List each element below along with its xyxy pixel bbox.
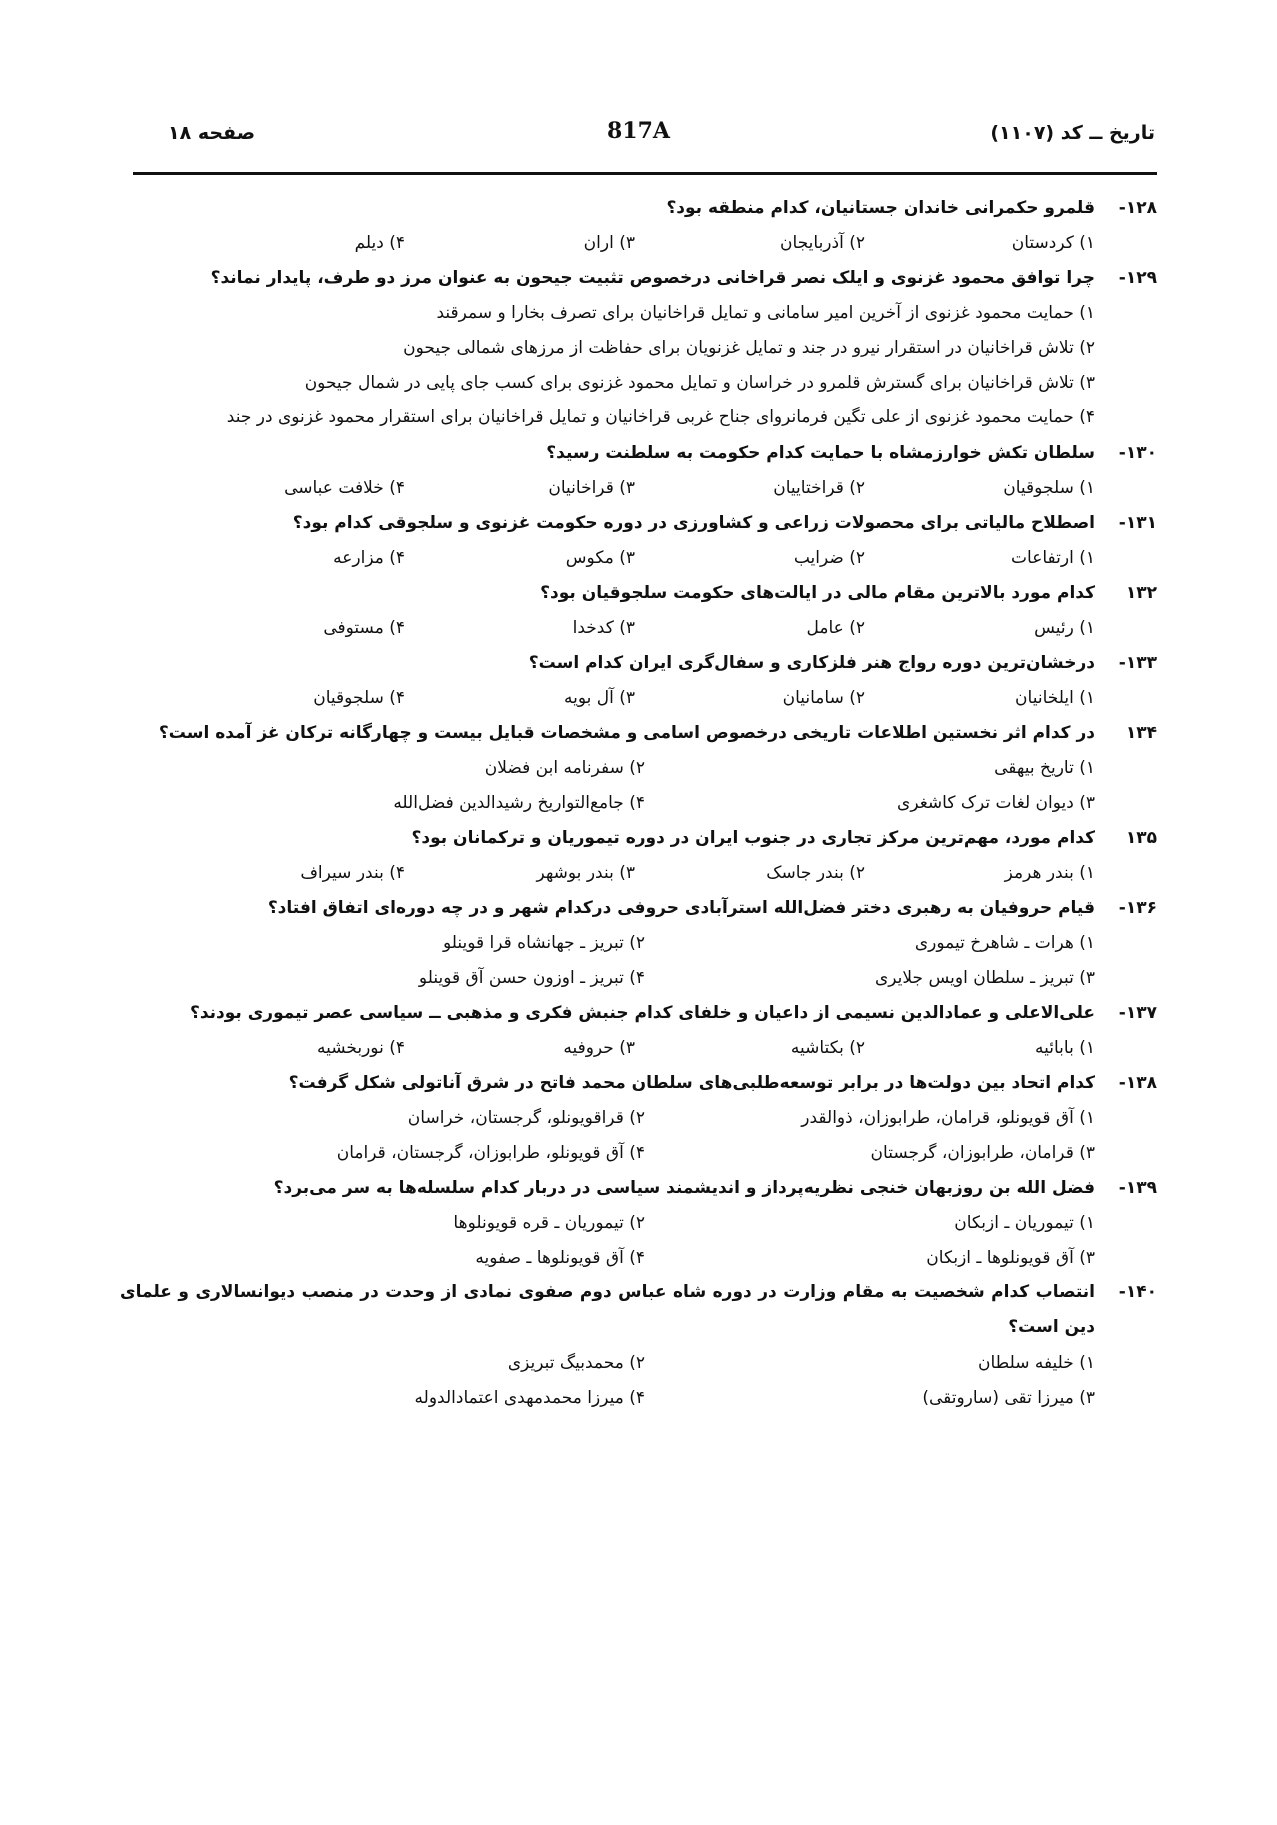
- question-number: ۱۳۲: [1125, 582, 1157, 603]
- answer-option[interactable]: ۳) کدخدا: [572, 617, 635, 638]
- question-stem: [120, 1170, 1157, 1205]
- question-block: [120, 505, 1157, 575]
- answer-option[interactable]: ۳) حروفیه: [563, 1037, 635, 1058]
- answer-option[interactable]: ۱) ارتفاعات: [1011, 547, 1095, 568]
- question-block: [120, 575, 1157, 645]
- question-number: ۱۳۰-: [1118, 442, 1157, 463]
- answer-option[interactable]: ۳) قراخانیان: [548, 477, 635, 498]
- answer-option[interactable]: ۴) مستوفی: [323, 617, 405, 638]
- question-text: انتصاب کدام شخصیت به مقام وزارت در دوره شاه عباس دوم صفوی نمادی از وحدت در منصب دیوانسالاری و علمای دین است؟: [120, 1282, 1095, 1337]
- options-row: [120, 540, 1157, 575]
- answer-option[interactable]: ۴) خلافت عباسی: [284, 477, 405, 498]
- question-text: در کدام اثر نخستین اطلاعات تاریخی درخصوص اسامی و مشخصات قبایل بیست و چهارگانه ترکان غز آمده است؟: [158, 722, 1095, 743]
- answer-option[interactable]: ۲) ضرایب: [793, 547, 865, 568]
- answer-option[interactable]: ۴) مزارعه: [333, 547, 405, 568]
- question-number: ۱۴۰-: [1118, 1282, 1157, 1302]
- question-stem: [120, 190, 1157, 225]
- answer-option[interactable]: ۳) مکوس: [565, 547, 635, 568]
- options-row: [120, 1240, 1157, 1275]
- question-block: [120, 995, 1157, 1065]
- question-stem: [120, 575, 1157, 610]
- question-stem: [120, 820, 1157, 855]
- answer-option[interactable]: ۱) خلیفه سلطان: [977, 1352, 1095, 1373]
- answer-option[interactable]: ۲) تبریز ـ جهانشاه قرا قوینلو: [442, 932, 645, 953]
- answer-option[interactable]: ۴) سلجوقیان: [313, 687, 405, 708]
- options-row: [120, 925, 1157, 960]
- options-row: [120, 750, 1157, 785]
- answer-option[interactable]: ۲) محمدبیگ تبریزی: [507, 1352, 645, 1373]
- question-list: [120, 190, 1157, 1415]
- answer-option[interactable]: ۱) بابائیه: [1035, 1037, 1095, 1058]
- answer-option[interactable]: ۴) جامع‌التواریخ رشیدالدین فضل‌الله: [393, 792, 645, 813]
- question-stem: [120, 1065, 1157, 1100]
- answer-option[interactable]: ۴) میرزا محمدمهدی اعتمادالدوله: [414, 1387, 645, 1408]
- options-row: [120, 855, 1157, 890]
- question-text: درخشان‌ترین دوره رواج هنر فلزکاری و سفال‌گری ایران کدام است؟: [528, 652, 1095, 673]
- question-number: ۱۲۹-: [1118, 267, 1157, 288]
- answer-option[interactable]: ۲) قراختاییان: [773, 477, 865, 498]
- options-row: [120, 1205, 1157, 1240]
- answer-option[interactable]: ۲) سامانیان: [782, 687, 865, 708]
- question-block: [120, 190, 1157, 260]
- question-number: ۱۳۳-: [1118, 652, 1157, 673]
- options-row: [120, 680, 1157, 715]
- options-row: [120, 610, 1157, 645]
- question-text: اصطلاح مالیاتی برای محصولات زراعی و کشاورزی در دوره حکومت غزنوی و سلجوقی کدام بود؟: [292, 512, 1095, 533]
- answer-option[interactable]: ۱) هرات ـ شاهرخ تیموری: [914, 932, 1095, 953]
- answer-option[interactable]: ۴) نوربخشیه: [316, 1037, 405, 1058]
- answer-option[interactable]: ۴) دیلم: [354, 232, 405, 253]
- question-block: [120, 645, 1157, 715]
- question-number: ۱۲۸-: [1118, 197, 1157, 218]
- answer-option[interactable]: ۱) تیموریان ـ ازبکان: [954, 1212, 1095, 1233]
- answer-option[interactable]: ۳) تلاش قراخانیان برای گسترش قلمرو در خراسان و تمایل محمود غزنوی برای کسب جای پایی در شمال جیحون: [304, 372, 1095, 393]
- answer-option[interactable]: ۳) دیوان لغات ترک کاشغری: [897, 792, 1095, 813]
- question-block: [120, 435, 1157, 505]
- question-number: ۱۳۶-: [1118, 897, 1157, 918]
- answer-option[interactable]: ۱) تاریخ بیهقی: [994, 757, 1095, 778]
- header-divider: [133, 172, 1157, 175]
- question-stem: [120, 645, 1157, 680]
- answer-option[interactable]: ۱) حمایت محمود غزنوی از آخرین امیر سامانی و تمایل قراخانیان برای تصرف بخارا و سمرقند: [436, 302, 1095, 323]
- question-text: قیام حروفیان به رهبری دختر فضل‌الله استرآبادی حروفی درکدام شهر و در چه دوره‌ای اتفاق افتاد؟: [267, 897, 1095, 918]
- question-text: چرا توافق محمود غزنوی و ایلک نصر قراخانی درخصوص تثبیت جیحون به عنوان مرز دو طرف، پایدار نماند؟: [210, 267, 1095, 288]
- answer-option[interactable]: ۱) بندر هرمز: [1004, 862, 1095, 883]
- question-text: کدام مورد بالاترین مقام مالی در ایالت‌های حکومت سلجوقیان بود؟: [540, 582, 1095, 603]
- question-stem: [120, 435, 1157, 470]
- question-stem: [120, 1275, 1157, 1345]
- answer-option[interactable]: ۴) حمایت محمود غزنوی از علی تگین فرمانروای جناح غربی قراخانیان و تمایل قراخانیان برای استقرار محمود غزنوی در جند: [226, 407, 1095, 427]
- question-text: سلطان تکش خوارزمشاه با حمایت کدام حکومت به سلطنت رسید؟: [546, 442, 1095, 463]
- question-block: [120, 260, 1157, 435]
- options-row: [120, 785, 1157, 820]
- answer-option[interactable]: ۳) آل بویه: [563, 687, 635, 708]
- question-block: [120, 820, 1157, 890]
- answer-option[interactable]: ۳) میرزا تقی (ساروتقی): [922, 1387, 1095, 1408]
- answer-option[interactable]: ۳) آق قویونلوها ـ ازبکان: [926, 1247, 1095, 1268]
- header-page-number: صفحه ۱۸: [168, 122, 256, 144]
- question-number: ۱۳۸-: [1118, 1072, 1157, 1093]
- question-number: ۱۳۹-: [1118, 1177, 1157, 1198]
- options-row: [120, 1100, 1157, 1135]
- answer-option[interactable]: ۳) بندر بوشهر: [536, 862, 635, 883]
- question-text: علی‌الاعلی و عمادالدین نسیمی از داعیان و خلفای کدام جنبش فکری و مذهبی ــ سیاسی عصر تیموری بودند؟: [189, 1002, 1095, 1023]
- answer-option[interactable]: ۴) آق قویونلو، طرابوزان، گرجستان، قرامان: [336, 1142, 645, 1163]
- answer-option[interactable]: ۲) قراقویونلو، گرجستان، خراسان: [407, 1107, 645, 1128]
- header-subject-code: تاریخ ــ کد (۱۱۰۷): [990, 122, 1155, 144]
- question-stem: [120, 890, 1157, 925]
- options-row: [120, 1380, 1157, 1415]
- answer-option[interactable]: ۱) کردستان: [1011, 232, 1095, 253]
- question-number: ۱۳۴: [1125, 722, 1157, 743]
- options-row: [120, 1345, 1157, 1380]
- question-text: فضل الله بن روزبهان خنجی نظریه‌پرداز و اندیشمند سیاسی در دربار کدام سلسله‌ها به سر می‌برد؟: [273, 1177, 1095, 1198]
- question-text: قلمرو حکمرانی خاندان جستانیان، کدام منطقه بود؟: [666, 197, 1095, 218]
- answer-option[interactable]: ۴) تبریز ـ اوزون حسن آق قوینلو: [418, 967, 645, 988]
- answer-option[interactable]: ۲) آذربایجان: [780, 232, 865, 253]
- answer-option[interactable]: ۱) آق قویونلو، قرامان، طرابوزان، ذوالقدر: [801, 1107, 1095, 1128]
- question-block: [120, 1170, 1157, 1275]
- question-block: [120, 890, 1157, 995]
- answer-option[interactable]: ۳) اران: [583, 232, 635, 253]
- options-row: [120, 1135, 1157, 1170]
- answer-option[interactable]: ۱) رئیس: [1034, 617, 1095, 638]
- question-block: [120, 1065, 1157, 1170]
- answer-option[interactable]: ۱) سلجوقیان: [1003, 477, 1095, 498]
- question-text: کدام اتحاد بین دولت‌ها در برابر توسعه‌طلبی‌های سلطان محمد فاتح در شرق آناتولی شکل گرفت؟: [288, 1072, 1095, 1093]
- question-stem: [120, 715, 1157, 750]
- answer-option[interactable]: ۴) آق قویونلوها ـ صفویه: [475, 1247, 645, 1268]
- answer-option[interactable]: ۲) تلاش قراخانیان در استقرار نیرو در جند و تمایل غزنویان برای حفاظت از مرزهای شمالی جیحون: [403, 337, 1095, 358]
- answer-option[interactable]: ۴) بندر سیراف: [300, 862, 405, 883]
- options-row: [120, 225, 1157, 260]
- answer-option[interactable]: ۱) ایلخانیان: [1015, 687, 1095, 708]
- answer-option[interactable]: ۲) بندر جاسک: [766, 862, 865, 883]
- question-stem: [120, 260, 1157, 295]
- question-block: [120, 1275, 1157, 1415]
- question-number: ۱۳۱-: [1118, 512, 1157, 533]
- question-stem: [120, 995, 1157, 1030]
- question-stem: [120, 505, 1157, 540]
- question-text: کدام مورد، مهم‌ترین مرکز تجاری در جنوب ایران در دوره تیموریان و ترکمانان بود؟: [411, 827, 1095, 848]
- question-number: ۱۳۷-: [1118, 1002, 1157, 1023]
- answer-option[interactable]: ۲) بکتاشیه: [790, 1037, 865, 1058]
- question-number: ۱۳۵: [1125, 827, 1157, 848]
- question-block: [120, 715, 1157, 820]
- answer-option[interactable]: ۳) تبریز ـ سلطان اویس جلایری: [874, 967, 1095, 988]
- options-row: [120, 1030, 1157, 1065]
- answer-option[interactable]: ۲) تیموریان ـ قره قویونلوها: [453, 1212, 645, 1233]
- answer-option[interactable]: ۲) سفرنامه ابن فضلان: [484, 757, 645, 778]
- answer-option[interactable]: ۲) عامل: [806, 617, 865, 638]
- options-row: [120, 960, 1157, 995]
- answer-option[interactable]: ۳) قرامان، طرابوزان، گرجستان: [870, 1142, 1095, 1163]
- options-row: [120, 470, 1157, 505]
- header-booklet-code: 817A: [607, 118, 670, 144]
